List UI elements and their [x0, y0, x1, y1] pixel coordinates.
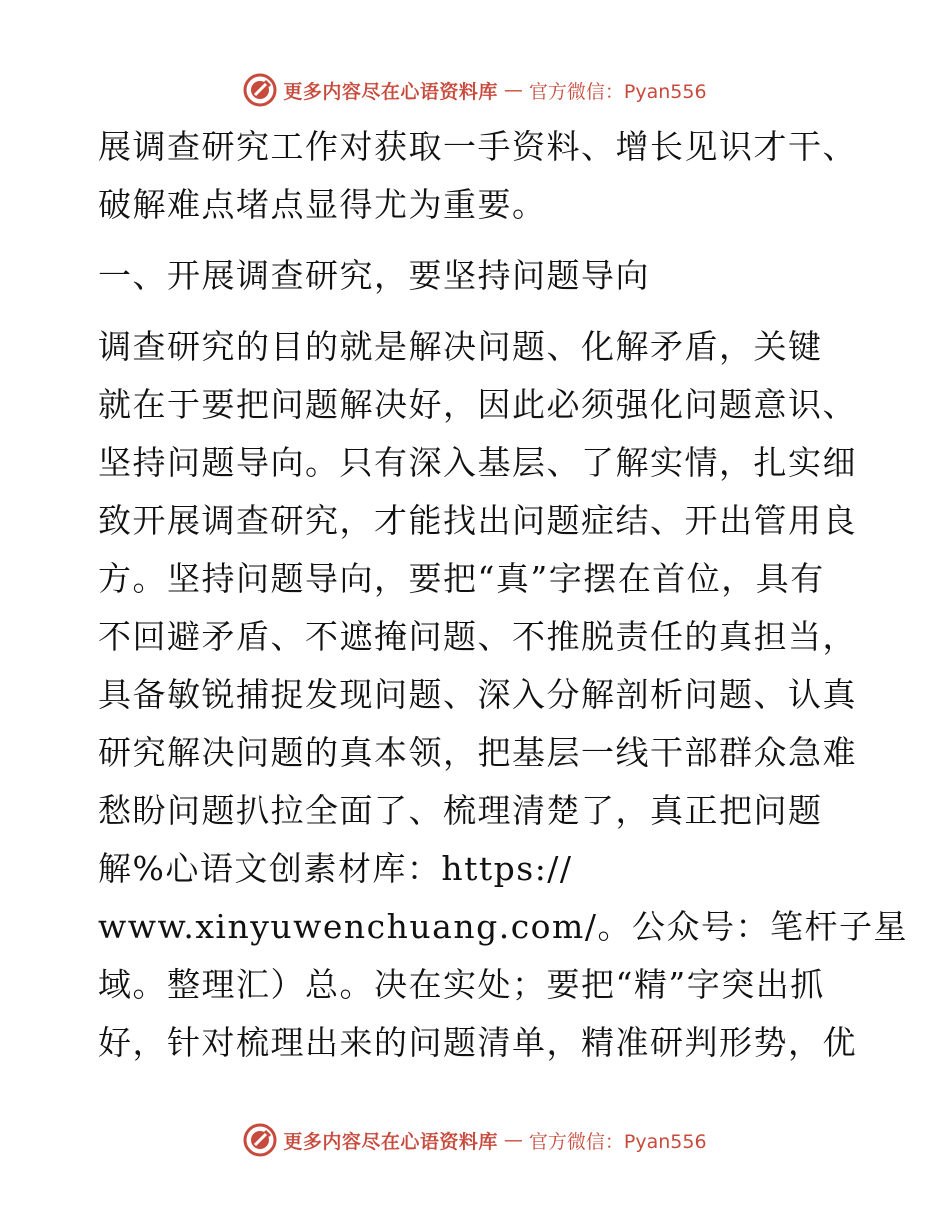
body-line: 域。整理汇）总。决在实处；要把“精”字突出抓 [98, 965, 825, 1004]
section-heading: 一、开展调查研究，要坚持问题导向 [98, 256, 650, 295]
body-line: 研究解决问题的真本领，把基层一线干部群众急难 [98, 733, 857, 772]
body-line: 具备敏锐捕捉发现问题、深入分解剖析问题、认真 [98, 675, 857, 714]
watermark-wechat-text: 官方微信：Pyan556 [528, 1130, 707, 1153]
body-line: 就在于要把问题解决好，因此必须强化问题意识、 [98, 385, 857, 424]
watermark-site-text: 更多内容尽在心语资料库 [283, 80, 498, 103]
body-line: 方。坚持问题导向，要把“真”字摆在首位，具有 [98, 559, 825, 598]
watermark-separator: — [503, 1129, 523, 1151]
brand-logo-icon [243, 1123, 277, 1157]
header-watermark [0, 70, 950, 110]
document-body [98, 118, 908, 1072]
body-line: 不回避矛盾、不遮掩问题、不推脱责任的真担当， [98, 617, 857, 656]
body-line: 致开展调查研究，才能找出问题症结、开出管用良 [98, 501, 857, 540]
watermark-site-text: 更多内容尽在心语资料库 [283, 1130, 498, 1153]
footer-watermark [0, 1120, 950, 1160]
body-line: 解%心语文创素材库：https:// [98, 849, 573, 888]
body-line: 破解难点堵点显得尤为重要。 [98, 185, 547, 224]
brand-logo-icon [243, 73, 277, 107]
body-line: 展调查研究工作对获取一手资料、增长见识才干、 [98, 127, 857, 166]
body-line: 愁盼问题扒拉全面了、梳理清楚了，真正把问题 [98, 791, 823, 830]
body-line: 调查研究的目的就是解决问题、化解矛盾，关键 [98, 327, 823, 366]
watermark-separator: — [503, 79, 523, 101]
watermark-wechat-text: 官方微信：Pyan556 [528, 80, 707, 103]
body-line: 坚持问题导向。只有深入基层、了解实情，扎实细 [98, 443, 857, 482]
body-line: www.xinyuwenchuang.com/。公众号：笔杆子星 [98, 907, 908, 946]
body-line: 好，针对梳理出来的问题清单，精准研判形势，优 [98, 1023, 857, 1062]
